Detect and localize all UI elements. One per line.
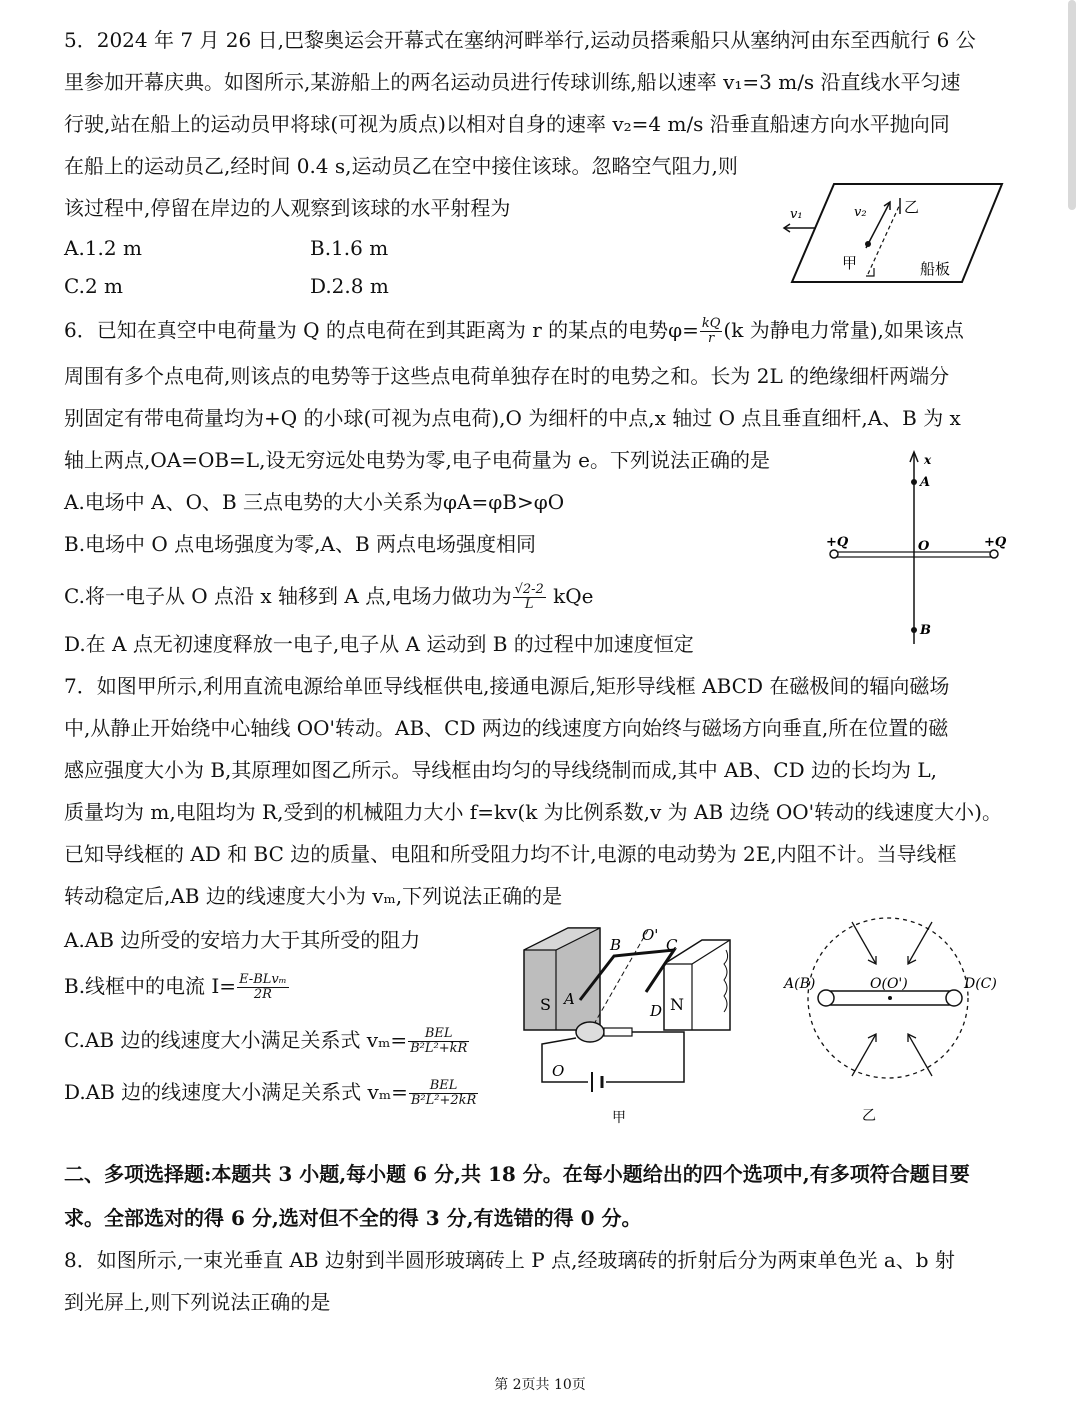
circuit-right bbox=[606, 1032, 684, 1082]
yi-ab-label: A(B) bbox=[784, 976, 816, 992]
q5-line-4: 在船上的运动员乙,经时间 0.4 s,运动员乙在空中接住该球。忽略空气阻力,则 bbox=[64, 154, 738, 178]
scrollbar[interactable] bbox=[1068, 0, 1076, 210]
q8-line-2: 到光屏上,则下列说法正确的是 bbox=[64, 1290, 331, 1314]
q5-option-b: B.1.6 m bbox=[310, 236, 389, 260]
yi-label: 乙 bbox=[904, 198, 920, 216]
q7-line-5: 已知导线框的 AD 和 BC 边的质量、电阻和所受阻力均不计,电源的电动势为 2E,内阻不计。当导线框 bbox=[64, 842, 957, 866]
q7-figure-yi bbox=[776, 912, 1016, 1130]
field-line-4 bbox=[908, 1034, 932, 1076]
q6-charge-figure bbox=[820, 448, 1020, 648]
left-charge bbox=[830, 550, 838, 558]
yi-oo-label: O(O') bbox=[870, 976, 908, 992]
q5-line-5: 该过程中,停留在岸边的人观察到该球的水平射程为 bbox=[64, 196, 511, 220]
point-b bbox=[911, 627, 917, 633]
current-fraction: $\frac{\text{E-BLvₘ}}{2R}$ bbox=[239, 972, 287, 1002]
velocity-fraction-c: $\frac{\text{BEL}}{\text{B²L²+kR}}$ bbox=[410, 1026, 468, 1056]
axis-center bbox=[888, 996, 892, 1000]
v2-arrow bbox=[866, 202, 890, 248]
circuit-left bbox=[542, 1038, 588, 1082]
section-2-heading-line-2: 求。全部选对的得 6 分,选对但不全的得 3 分,有选错的得 0 分。 bbox=[64, 1206, 642, 1230]
work-fraction: $\frac{√2-2}{L}$ bbox=[514, 582, 544, 612]
dc-edge bbox=[946, 990, 962, 1006]
left-charge-label: +Q bbox=[826, 535, 849, 550]
point-o-label: O bbox=[918, 539, 930, 554]
commutator bbox=[576, 1022, 604, 1042]
q7-line-1: 7．如图甲所示,利用直流电源给单匝导线框供电,接通电源后,矩形导线框 ABCD 在磁极间的辐向磁场 bbox=[64, 674, 950, 698]
q6-option-a: A.电场中 A、O、B 三点电势的大小关系为φA=φB>φO bbox=[64, 490, 565, 514]
yi-dc-label: D(C) bbox=[964, 976, 997, 992]
q6-line-3: 别固定有带电荷量均为+Q 的小球(可视为点电荷),O 为细杆的中点,x 轴过 O 点且垂直细杆,A、B 为 x bbox=[64, 406, 961, 430]
v1-label: v₁ bbox=[790, 207, 803, 222]
q5-line-2: 里参加开幕庆典。如图所示,某游船上的两名运动员进行传球训练,船以速率 v₁=3 m/s 沿直线水平匀速 bbox=[64, 70, 961, 94]
q5-line-1: 5．2024 年 7 月 26 日,巴黎奥运会开幕式在塞纳河畔举行,运动员搭乘船只从塞纳河由东至西航行 6 公 bbox=[64, 28, 976, 52]
jia-c-label: C bbox=[666, 936, 678, 954]
q7-figure-jia bbox=[516, 920, 746, 1130]
jia-a-label: A bbox=[564, 990, 575, 1008]
s-pole-label: S bbox=[540, 995, 551, 1014]
field-line-2 bbox=[908, 922, 932, 964]
q6-option-c: C.将一电子从 O 点沿 x 轴移到 A 点,电场力做功为 $\frac{√2-2}{L}$ kQe bbox=[64, 582, 594, 612]
q5-option-c: C.2 m bbox=[64, 274, 123, 298]
q7-option-a: A.AB 边所受的安培力大于其所受的阻力 bbox=[64, 928, 421, 952]
q6-line-2: 周围有多个点电荷,则该点的电势等于这些点电荷单独存在时的电势之和。长为 2L 的绝缘细杆两端分 bbox=[64, 364, 950, 388]
q7-line-4: 质量均为 m,电阻均为 R,受到的机械阻力大小 f=kv(k 为比例系数,v 为 AB 边绕 OO'转动的线速度大小)。 bbox=[64, 800, 1002, 824]
q7-option-b: B.线框中的电流 I= $\frac{\text{E-BLvₘ}}{2R}$ bbox=[64, 972, 287, 1002]
jia-label: 甲 bbox=[842, 254, 858, 272]
jia-d-label: D bbox=[650, 1002, 663, 1020]
q6-line-4: 轴上两点,OA=OB=L,设无穷远处电势为零,电子电荷量为 e。下列说法正确的是 bbox=[64, 448, 770, 472]
v2-label: v₂ bbox=[854, 205, 867, 220]
q7-option-c: C.AB 边的线速度大小满足关系式 vₘ= $\frac{\text{BEL}}{\text{B²L²+kR}}$ bbox=[64, 1026, 468, 1056]
x-axis-label: x bbox=[924, 453, 932, 467]
q8-line-1: 8．如图所示,一束光垂直 AB 边射到半圆形玻璃砖上 P 点,经玻璃砖的折射后分为两束单色光 a、b 射 bbox=[64, 1248, 955, 1272]
point-a-label: A bbox=[920, 475, 931, 490]
q7-line-6: 转动稳定后,AB 边的线速度大小为 vₘ,下列说法正确的是 bbox=[64, 884, 563, 908]
field-line-3 bbox=[852, 1034, 876, 1076]
q6-line-1: 6．已知在真空中电荷量为 Q 的点电荷在到其距离为 r 的某点的电势φ= $\frac{kQ}{r}$ (k 为静电力常量),如果该点 bbox=[64, 316, 964, 346]
potential-fraction: $\frac{kQ}{r}$ bbox=[701, 316, 721, 346]
page-number: 第 2页共 10页 bbox=[494, 1377, 586, 1393]
q5-option-d: D.2.8 m bbox=[310, 274, 389, 298]
q6-option-b: B.电场中 O 点电场强度为零,A、B 两点电场强度相同 bbox=[64, 532, 537, 556]
point-b-label: B bbox=[920, 623, 931, 638]
jia-b-label: B bbox=[610, 936, 622, 954]
q7-line-3: 感应强度大小为 B,其原理如图乙所示。导线框由均匀的导线绕制而成,其中 AB、CD 边的长均为 L, bbox=[64, 758, 937, 782]
point-a bbox=[911, 479, 917, 485]
brush bbox=[604, 1028, 632, 1036]
q5-option-a: A.1.2 m bbox=[64, 236, 142, 260]
q6-option-d: D.在 A 点无初速度释放一电子,电子从 A 运动到 B 的过程中加速度恒定 bbox=[64, 632, 694, 656]
section-2-heading-line-1: 二、多项选择题:本题共 3 小题,每小题 6 分,共 18 分。在每小题给出的四个选项中,有多项符合题目要 bbox=[64, 1162, 970, 1186]
field-line-1 bbox=[852, 922, 876, 964]
q7-option-d: D.AB 边的线速度大小满足关系式 vₘ= $\frac{\text{BEL}}{\text{B²L²+2kR}}$ bbox=[64, 1078, 477, 1108]
jia-o-prime-label: O' bbox=[642, 926, 659, 944]
right-charge-label: +Q bbox=[984, 535, 1007, 550]
figure-yi-caption: 乙 bbox=[862, 1108, 876, 1124]
q7-line-2: 中,从静止开始绕中心轴线 OO'转动。AB、CD 两边的线速度方向始终与磁场方向垂直,所在位置的磁 bbox=[64, 716, 949, 740]
jia-o-label: O bbox=[552, 1062, 565, 1080]
right-charge bbox=[990, 550, 998, 558]
ab-edge bbox=[818, 990, 834, 1006]
ball-dot bbox=[865, 241, 871, 247]
right-angle-mark bbox=[866, 268, 874, 276]
board-label: 船板 bbox=[920, 260, 951, 278]
figure-jia-caption: 甲 bbox=[612, 1110, 626, 1126]
velocity-fraction-d: $\frac{\text{BEL}}{\text{B²L²+2kR}}$ bbox=[410, 1078, 477, 1108]
n-pole-label: N bbox=[670, 995, 684, 1014]
boat-deck-outline bbox=[792, 184, 1002, 282]
q5-line-3: 行驶,站在船上的运动员甲将球(可视为质点)以相对自身的速率 v₂=4 m/s 沿垂直船速方向水平抛向同 bbox=[64, 112, 950, 136]
q5-boat-figure bbox=[776, 180, 1012, 286]
